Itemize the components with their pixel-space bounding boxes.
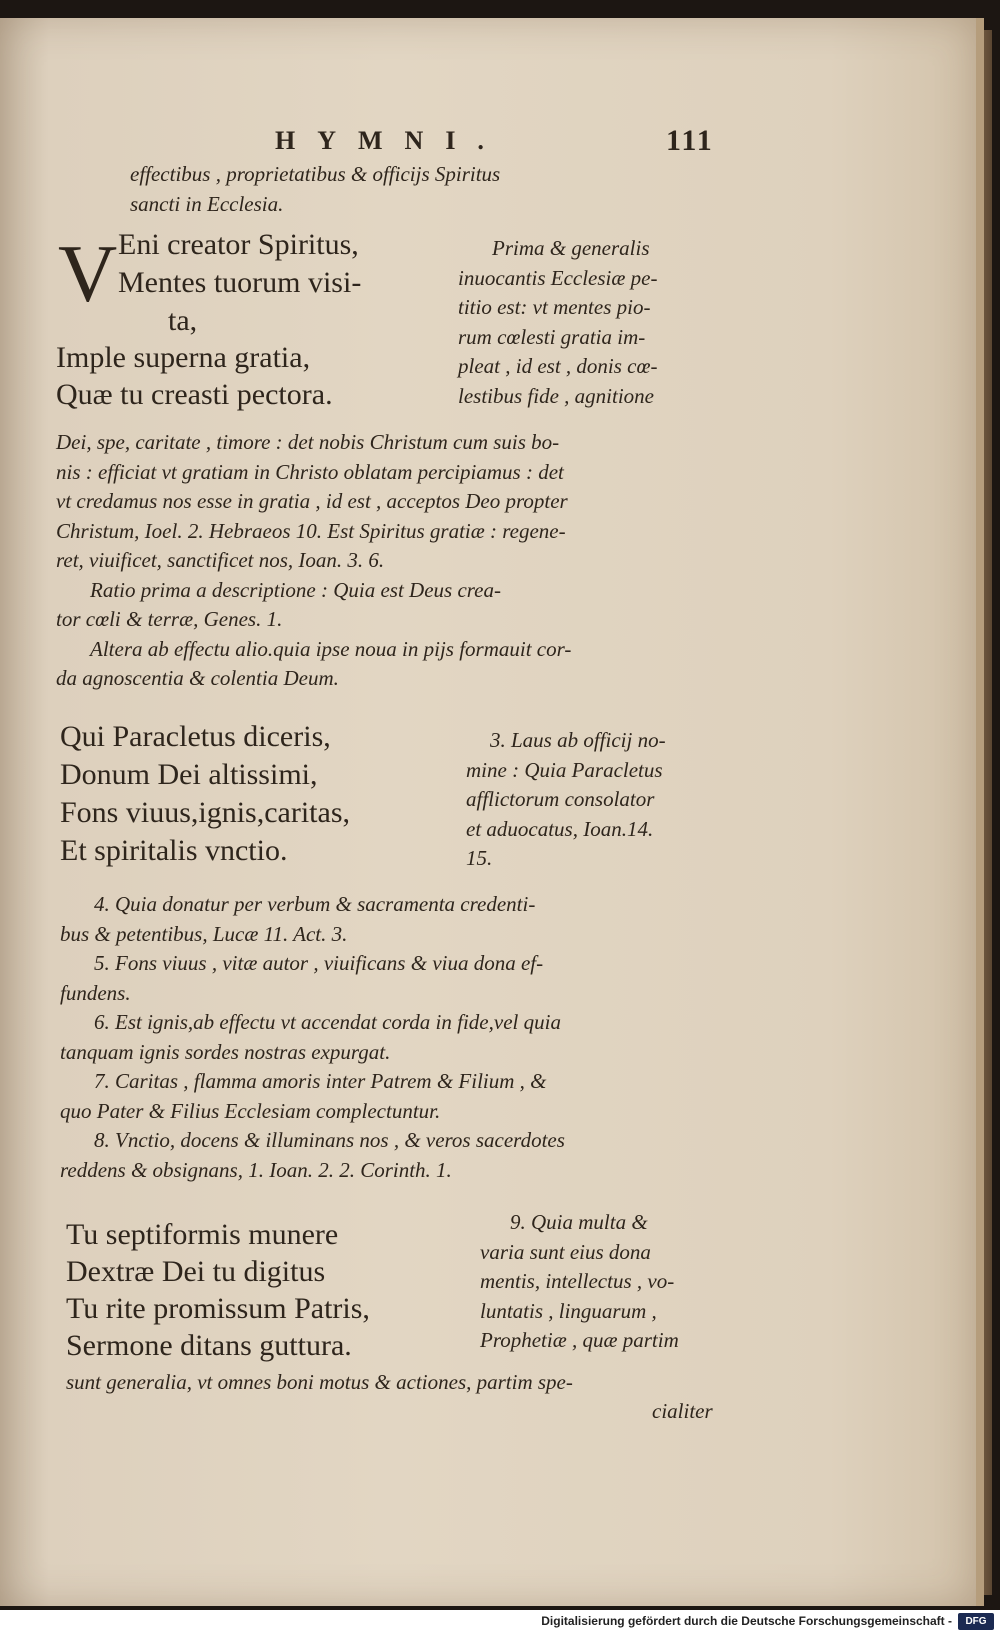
page-number: 111 (666, 124, 714, 157)
note-line: lestibus fide , agnitione (458, 383, 654, 408)
stanza-3-verse (66, 1216, 370, 1364)
note-line: pleat , id est , donis cœ- (458, 354, 658, 378)
note-line: rum cœlesti gratia im- (458, 324, 646, 349)
commentary-line: bus & petentibus, Lucæ 11. Act. 3. (60, 921, 348, 946)
intro-line: sancti in Ecclesia. (130, 191, 284, 216)
verse-line: ta, (168, 304, 198, 337)
verse-line: Et spiritalis vnctio. (60, 834, 288, 867)
verse-line: Qui Paracletus diceris, (60, 720, 331, 753)
stanza-2-side-note (466, 726, 666, 874)
digitization-footer (0, 1610, 1000, 1635)
commentary-line: 4. Quia donatur per verbum & sacramenta credenti- (94, 892, 536, 916)
verse-line: Donum Dei altissimi, (60, 758, 318, 791)
commentary-line: sunt generalia, vt omnes boni motus & actiones, partim spe- (66, 1370, 573, 1394)
note-line: 3. Laus ab officij no- (490, 728, 666, 752)
commentary-line: fundens. (60, 980, 131, 1005)
note-line: inuocantis Ecclesiæ pe- (458, 265, 658, 290)
verse-line: Tu septiformis munere (66, 1218, 339, 1251)
note-line: Prima & generalis (492, 236, 650, 260)
book-page (0, 18, 984, 1606)
commentary-line: tor cœli & terræ, Genes. 1. (56, 607, 283, 631)
drop-cap: V (58, 228, 118, 319)
commentary-line: 7. Caritas , flamma amoris inter Patrem & Filium , & (94, 1069, 547, 1093)
catchword-text: cialiter (652, 1399, 713, 1423)
commentary-line: 6. Est ignis,ab effectu vt accendat corda in fide,vel quia (94, 1010, 561, 1034)
intro-line: effectibus , proprietatibus & officijs Spiritus (130, 162, 501, 186)
running-title: HYMNI. (275, 126, 506, 155)
verse-line: Eni creator Spiritus, (118, 228, 359, 261)
running-header (0, 114, 976, 157)
commentary-line: vt credamus nos esse in gratia , id est , acceptos Deo propter (56, 489, 568, 513)
commentary-line: Altera ab effectu alio.quia ipse noua in pijs formauit cor- (90, 636, 572, 661)
note-line: varia sunt eius dona (480, 1239, 651, 1264)
footer-credit: Digitalisierung gefördert durch die Deutsche Forschungsgemeinschaft - (541, 1614, 952, 1628)
note-line: Prophetiæ , quæ partim (480, 1328, 679, 1352)
commentary-line: Dei, spe, caritate , timore : det nobis Christum cum suis bo- (56, 430, 560, 454)
verse-line: Imple superna gratia, (56, 341, 311, 374)
stanza-1-commentary (56, 428, 571, 694)
verse-line: Quæ tu creasti pectora. (56, 378, 333, 411)
verse-line: Mentes tuorum visi- (118, 266, 362, 299)
note-line: 15. (466, 846, 493, 870)
stanza-1-side-note (458, 234, 657, 411)
stanza-1-verse-top (118, 226, 361, 340)
stanza-3-commentary (66, 1368, 573, 1398)
verse-line: Sermone ditans guttura. (66, 1329, 352, 1362)
stanza-2-commentary (60, 890, 565, 1185)
commentary-line: ret, viuificet, sanctificet nos, Ioan. 3. 6. (56, 548, 385, 572)
commentary-line: nis : efficiat vt gratiam in Christo oblatam percipiamus : det (56, 459, 564, 484)
verse-line: Tu rite promissum Patris, (66, 1292, 370, 1325)
stanza-1-verse-bottom (56, 339, 333, 413)
note-line: et aduocatus, Ioan.14. (466, 816, 654, 841)
note-line: 9. Quia multa & (510, 1210, 648, 1234)
commentary-line: da agnoscentia & colentia Deum. (56, 666, 339, 690)
intro-text (130, 160, 500, 219)
commentary-line: 5. Fons viuus , vitæ autor , viuificans & viua dona ef- (94, 951, 544, 975)
note-line: mine : Quia Paracletus (466, 757, 663, 782)
dfg-logo: DFG (958, 1613, 994, 1630)
commentary-line: quo Pater & Filius Ecclesiam complectuntur. (60, 1098, 441, 1123)
note-line: luntatis , linguarum , (480, 1298, 657, 1323)
commentary-line: Ratio prima a descriptione : Quia est Deus crea- (90, 577, 501, 602)
stanza-3-side-note (480, 1208, 679, 1356)
commentary-line: Christum, Ioel. 2. Hebraeos 10. Est Spiritus gratiæ : regene- (56, 518, 566, 543)
note-line: mentis, intellectus , vo- (480, 1269, 675, 1293)
verse-line: Dextræ Dei tu digitus (66, 1255, 326, 1288)
catchword (652, 1397, 713, 1427)
verse-line: Fons viuus,ignis,caritas, (60, 796, 350, 829)
commentary-line: reddens & obsignans, 1. Ioan. 2. 2. Corinth. 1. (60, 1157, 452, 1182)
commentary-line: 8. Vnctio, docens & illuminans nos , & veros sacerdotes (94, 1128, 565, 1152)
note-line: titio est: vt mentes pio- (458, 295, 651, 319)
stanza-2-verse (60, 718, 350, 870)
note-line: afflictorum consolator (466, 787, 655, 811)
commentary-line: tanquam ignis sordes nostras expurgat. (60, 1039, 391, 1064)
